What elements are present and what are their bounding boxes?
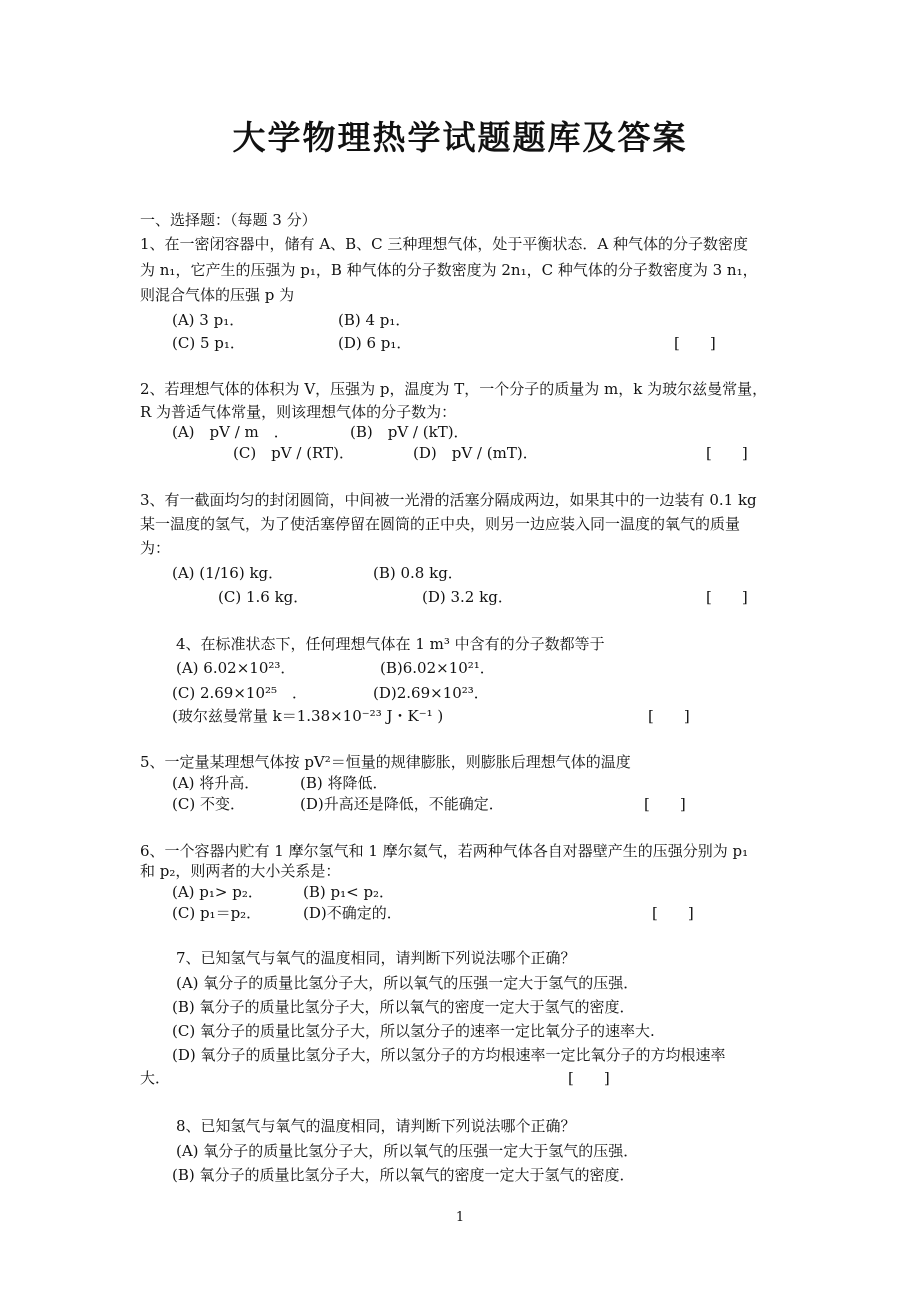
question-1-option-a: (A) 3 p₁．	[172, 311, 245, 329]
question-8-option-b: (B) 氧分子的质量比氢分子大，所以氧气的密度一定大于氢气的密度．	[172, 1166, 635, 1184]
question-2-text-line-1: 2、若理想气体的体积为 V，压强为 p，温度为 T，一个分子的质量为 m，k 为玻尔兹曼常量，	[140, 380, 768, 398]
question-3-answer-bracket: [ ]	[706, 588, 748, 606]
question-6-answer-bracket: [ ]	[652, 904, 694, 922]
question-6-option-a: (A) p₁> p₂．	[172, 883, 263, 901]
question-6-option-d: (D)不确定的．	[303, 904, 402, 922]
question-7-option-a: (A) 氧分子的质量比氢分子大，所以氧气的压强一定大于氢气的压强．	[176, 974, 639, 992]
question-2-answer-bracket: [ ]	[706, 444, 748, 462]
question-4-option-a: (A) 6.02×10²³．	[176, 659, 296, 677]
question-1-text-line-2: 为 n₁，它产生的压强为 p₁，B 种气体的分子数密度为 2n₁，C 种气体的分子数密度为 3 n₁，	[140, 261, 758, 279]
question-5-option-c: (C) 不变．	[172, 795, 245, 813]
question-8-text-line-1: 8、已知氢气与氧气的温度相同，请判断下列说法哪个正确？	[176, 1117, 576, 1135]
question-1-text-line-3: 则混合气体的压强 p 为	[140, 286, 295, 304]
question-3-text-line-1: 3、有一截面均匀的封闭圆筒，中间被一光滑的活塞分隔成两边，如果其中的一边装有 0.1 kg	[140, 491, 757, 509]
question-3-text-line-3: 为：	[140, 539, 171, 557]
question-5-answer-bracket: [ ]	[644, 795, 686, 813]
question-6-text-line-1: 6、一个容器内贮有 1 摩尔氢气和 1 摩尔氦气，若两种气体各自对器壁产生的压强分别为 p₁	[140, 842, 749, 860]
question-3-option-d: (D) 3.2 kg．	[422, 588, 513, 606]
question-1-option-d: (D) 6 p₁．	[338, 334, 412, 352]
question-2-option-b: (B) pV / (kT)．	[350, 423, 469, 441]
question-7-answer-bracket: [ ]	[568, 1069, 610, 1087]
question-2-text-line-2: R 为普适气体常量，则该理想气体的分子数为：	[140, 403, 457, 421]
question-3-option-c: (C) 1.6 kg．	[218, 588, 309, 606]
question-7-option-c: (C) 氧分子的质量比氢分子大，所以氢分子的速率一定比氧分子的速率大.	[172, 1022, 655, 1040]
question-4-option-d: (D)2.69×10²³．	[373, 684, 489, 702]
question-2-option-d: (D) pV / (mT)．	[413, 444, 538, 462]
page-number: 1	[455, 1210, 465, 1225]
question-3-text-line-2: 某一温度的氢气，为了使活塞停留在圆筒的正中央，则另一边应装入同一温度的氧气的质量	[140, 515, 741, 533]
question-6-option-c: (C) p₁＝p₂．	[172, 904, 262, 922]
question-2-option-c: (C) pV / (RT)．	[233, 444, 354, 462]
question-5-option-b: (B) 将降低．	[300, 774, 388, 792]
question-3-option-a: (A) (1/16) kg．	[172, 564, 284, 582]
question-7-option-d-line-1: (D) 氧分子的质量比氢分子大，所以氢分子的方均根速率一定比氧分子的方均根速率	[172, 1046, 726, 1064]
question-1-option-c: (C) 5 p₁．	[172, 334, 245, 352]
question-1-option-b: (B) 4 p₁．	[338, 311, 411, 329]
question-1-text-line-1: 1、在一密闭容器中，储有 A、B、C 三种理想气体，处于平衡状态．A 种气体的分子数密度	[140, 235, 749, 253]
question-7-option-d-line-2: 大．	[140, 1069, 171, 1087]
question-2-option-a: (A) pV / m ．	[172, 423, 289, 441]
document-title: 大学物理热学试题题库及答案	[232, 118, 688, 157]
question-5-option-a: (A) 将升高．	[172, 774, 260, 792]
question-7-text-line-1: 7、已知氢气与氧气的温度相同，请判断下列说法哪个正确？	[176, 949, 576, 967]
question-4-answer-bracket: [ ]	[648, 707, 690, 725]
question-5-text-line-1: 5、一定量某理想气体按 pV²＝恒量的规律膨胀，则膨胀后理想气体的温度	[140, 753, 631, 771]
question-5-option-d: (D)升高还是降低，不能确定．	[300, 795, 504, 813]
section-heading: 一、选择题：（每题 3 分）	[140, 211, 317, 229]
question-6-option-b: (B) p₁< p₂．	[303, 883, 395, 901]
question-4-option-b: (B)6.02×10²¹．	[380, 659, 495, 677]
question-4-text-line-1: 4、在标准状态下，任何理想气体在 1 m³ 中含有的分子数都等于	[176, 635, 605, 653]
question-6-text-line-2: 和 p₂，则两者的大小关系是：	[140, 862, 341, 880]
question-1-answer-bracket: [ ]	[674, 334, 716, 352]
question-8-option-a: (A) 氧分子的质量比氢分子大，所以氧气的压强一定大于氢气的压强．	[176, 1142, 639, 1160]
question-4-option-c: (C) 2.69×10²⁵ ．	[172, 684, 308, 702]
question-4-constant-note: (玻尔兹曼常量 k＝1.38×10⁻²³ J・K⁻¹ )	[172, 707, 444, 725]
question-3-option-b: (B) 0.8 kg．	[373, 564, 463, 582]
question-7-option-b: (B) 氧分子的质量比氢分子大，所以氧气的密度一定大于氢气的密度．	[172, 998, 635, 1016]
